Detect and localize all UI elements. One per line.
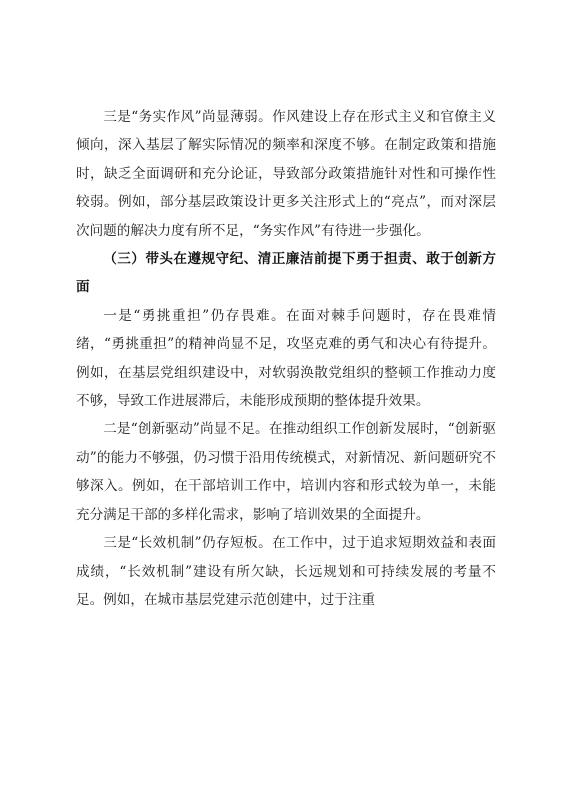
paragraph-take-responsibility: 一是“勇挑重担”仍存畏难。在面对棘手问题时，存在畏难情绪，“勇挑重担”的精神尚显不足，攻坚克难的勇气和决心有待提升。例如，在基层党组织建设中，对软弱涣散党组织的整顿工作推动力度不够，导致工作进展滞后，未能形成预期的整体提升效果。 <box>76 307 496 410</box>
document-body <box>76 103 496 614</box>
paragraph-work-style: 三是“务实作风”尚显薄弱。作风建设上存在形式主义和官僚主义倾向，深入基层了解实际情况的频率和深度不够。在制定政策和措施时，缺乏全面调研和充分论证，导致部分政策措施针对性和可操作性较弱。例如，部分基层政策设计更多关注形式上的“亮点”，而对深层次问题的解决力度有所不足，“务实作风”有待进一步强化。 <box>76 109 496 239</box>
section-heading-three: （三）带头在遵规守纪、清正廉洁前提下勇于担责、敢于创新方面 <box>76 251 496 296</box>
paragraph-long-term-mechanism: 三是“长效机制”仍存短板。在工作中，过于追求短期效益和表面成绩，“长效机制”建设有所欠缺，长远规划和可持续发展的考量不足。例如，在城市基层党建示范创建中，过于注重 <box>76 535 496 608</box>
paragraph-innovation: 二是“创新驱动”尚显不足。在推动组织工作创新发展时，“创新驱动”的能力不够强，仍习惯于沿用传统模式，对新情况、新问题研究不够深入。例如，在干部培训工作中，培训内容和形式较为单一，未能充分满足干部的多样化需求，影响了培训效果的全面提升。 <box>76 421 496 523</box>
